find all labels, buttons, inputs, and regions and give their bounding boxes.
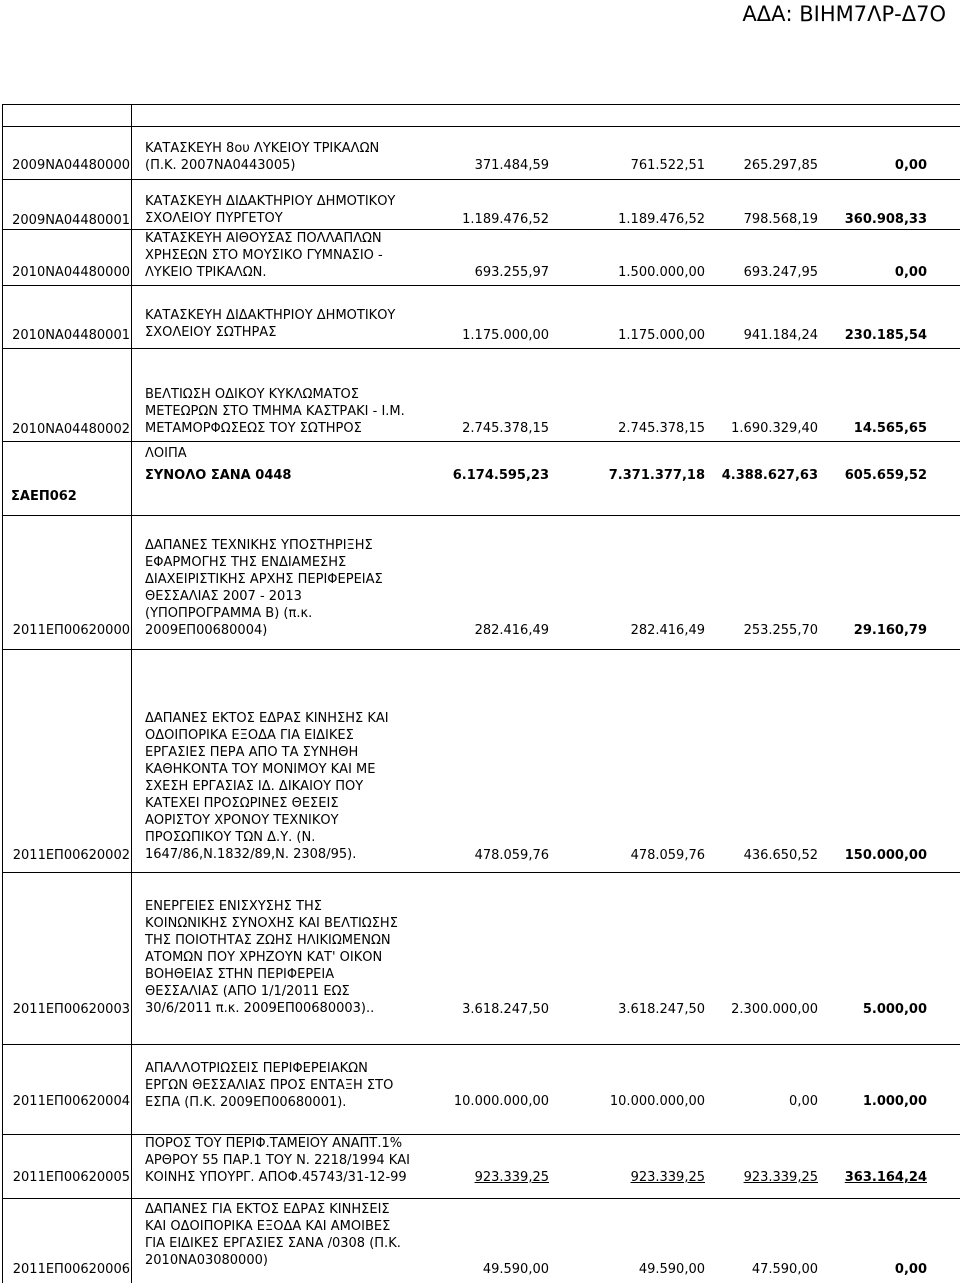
row-divider <box>3 1044 960 1045</box>
amount-1: 693.255,97 <box>474 265 549 280</box>
amount-3: 923.339,25 <box>743 1170 818 1185</box>
amount-1: 1.175.000,00 <box>462 328 549 343</box>
amount-4: 14.565,65 <box>853 421 927 436</box>
project-description: ΑΠΑΛΛΟΤΡΙΩΣΕΙΣ ΠΕΡΙΦΕΡΕΙΑΚΩΝ ΕΡΓΩΝ ΘΕΣΣΑΛΙΑΣ ΠΡΟΣ ΕΝΤΑΞΗ ΣΤΟ ΕΣΠΑ (Π.Κ. 2009ΕΠ00680001). <box>145 1061 394 1110</box>
project-description: ΔΑΠΑΝΕΣ ΤΕΧΝΙΚΗΣ ΥΠΟΣΤΗΡΙΞΗΣ ΕΦΑΡΜΟΓΗΣ ΤΗΣ ΕΝΔΙΑΜΕΣΗΣ ΔΙΑΧΕΙΡΙΣΤΙΚΗΣ ΑΡΧΗΣ ΠΕΡΙΦΕΡΕΙΑΣ ΘΕΣΣΑΛΙΑΣ 2007 - 2013 (ΥΠΟΠΡΟΓΡΑΜΜΑ Β) (π.κ. 2009ΕΠ00680004) <box>145 538 383 638</box>
amount-4: 0,00 <box>894 265 927 280</box>
amount-1: 371.484,59 <box>474 158 549 173</box>
project-description: ΚΑΤΑΣΚΕΥΗ 8ου ΛΥΚΕΙΟΥ ΤΡΙΚΑΛΩΝ (Π.Κ. 2007ΝΑ0443005) <box>145 141 380 173</box>
amount-3: 693.247,95 <box>743 265 818 280</box>
project-description: ΚΑΤΑΣΚΕΥΗ ΑΙΘΟΥΣΑΣ ΠΟΛΛΑΠΛΩΝ ΧΡΗΣΕΩΝ ΣΤΟ ΜΟΥΣΙΚΟ ΓΥΜΝΑΣΙΟ - ΛΥΚΕΙΟ ΤΡΙΚΑΛΩΝ. <box>145 231 383 280</box>
amount-2: 282.416,49 <box>630 623 705 638</box>
amount-4: 29.160,79 <box>853 623 927 638</box>
project-code: 2010ΝΑ04480001 <box>12 328 130 343</box>
amount-4: 360.908,33 <box>844 212 927 227</box>
amount-1: 2.745.378,15 <box>462 421 549 436</box>
amount-2: 1.500.000,00 <box>618 265 705 280</box>
row-divider <box>3 1198 960 1199</box>
amount-3: 1.690.329,40 <box>731 421 818 436</box>
amount-3: 2.300.000,00 <box>731 1002 818 1017</box>
amount-3: 941.184,24 <box>743 328 818 343</box>
section-code: ΣΑΕΠ062 <box>11 489 77 504</box>
total-amount-2: 7.371.377,18 <box>608 468 705 483</box>
total-amount-1: 6.174.595,23 <box>452 468 549 483</box>
project-code: 2009ΝΑ04480000 <box>12 158 130 173</box>
row-divider <box>3 872 960 873</box>
row-divider <box>3 179 960 180</box>
row-divider <box>3 649 960 650</box>
amount-3: 436.650,52 <box>743 848 818 863</box>
ada-header: ΑΔΑ: ΒΙΗΜ7ΛΡ-Δ7Ο <box>742 2 946 26</box>
project-code: 2011ΕΠ00620003 <box>12 1002 130 1017</box>
amount-4: 363.164,24 <box>844 1170 927 1185</box>
project-description: ΔΑΠΑΝΕΣ ΕΚΤΟΣ ΕΔΡΑΣ ΚΙΝΗΣΗΣ ΚΑΙ ΟΔΟΙΠΟΡΙΚΑ ΕΞΟΔΑ ΓΙΑ ΕΙΔΙΚΕΣ ΕΡΓΑΣΙΕΣ ΠΕΡΑ ΑΠΟ ΤΑ ΣΥΝΗΘΗ ΚΑΘΗΚΟΝΤΑ ΤΟΥ ΜΟΝΙΜΟΥ ΚΑΙ ΜΕ ΣΧΕΣΗ ΕΡΓΑΣΙΑΣ ΙΔ. ΔΙΚΑΙΟΥ ΠΟΥ ΚΑΤΕΧΕΙ ΠΡΟΣΩΡΙΝΕΣ ΘΕΣΕΙΣ ΑΟΡΙΣΤΟΥ ΧΡΟΝΟΥ ΤΕΧΝΙΚΟΥ ΠΡΟΣΩΠΙΚΟΥ ΤΩΝ Δ.Υ. (Ν. 1647/86,Ν.1832/89,Ν. 2308/95). <box>145 711 389 862</box>
project-code: 2010ΝΑ04480002 <box>12 422 130 437</box>
total-amount-3: 4.388.627,63 <box>721 468 818 483</box>
amount-1: 1.189.476,52 <box>462 212 549 227</box>
project-code: 2011ΕΠ00620005 <box>12 1170 130 1185</box>
total-label: ΣΥΝΟΛΟ ΣΑΝΑ 0448 <box>145 468 292 483</box>
row-divider <box>3 515 960 516</box>
amount-2: 1.175.000,00 <box>618 328 705 343</box>
other-label: ΛΟΙΠΑ <box>145 446 187 461</box>
amount-2: 1.189.476,52 <box>618 212 705 227</box>
column-divider <box>131 105 132 1283</box>
amount-1: 282.416,49 <box>474 623 549 638</box>
project-code: 2011ΕΠ00620002 <box>12 848 130 863</box>
project-code: 2011ΕΠ00620006 <box>12 1262 130 1277</box>
project-description: ΚΑΤΑΣΚΕΥΗ ΔΙΔΑΚΤΗΡΙΟΥ ΔΗΜΟΤΙΚΟΥ ΣΧΟΛΕΙΟΥ ΣΩΤΗΡΑΣ <box>145 308 396 340</box>
amount-1: 478.059,76 <box>474 848 549 863</box>
amount-3: 265.297,85 <box>743 158 818 173</box>
project-description: ΚΑΤΑΣΚΕΥΗ ΔΙΔΑΚΤΗΡΙΟΥ ΔΗΜΟΤΙΚΟΥ ΣΧΟΛΕΙΟΥ ΠΥΡΓΕΤΟΥ <box>145 194 396 226</box>
project-description: ΕΝΕΡΓΕΙΕΣ ΕΝΙΣΧΥΣΗΣ ΤΗΣ ΚΟΙΝΩΝΙΚΗΣ ΣΥΝΟΧΗΣ ΚΑΙ ΒΕΛΤΙΩΣΗΣ ΤΗΣ ΠΟΙΟΤΗΤΑΣ ΖΩΗΣ ΗΛΙΚΙΩΜΕΝΩΝ ΑΤΟΜΩΝ ΠΟΥ ΧΡΗΖΟΥΝ ΚΑΤ' ΟΙΚΟΝ ΒΟΗΘΕΙΑΣ ΣΤΗΝ ΠΕΡΙΦΕΡΕΙΑ ΘΕΣΣΑΛΙΑΣ (ΑΠΟ 1/1/2011 ΕΩΣ 30/6/2011 π.κ. 2009ΕΠ00680003).. <box>145 899 398 1016</box>
amount-4: 150.000,00 <box>844 848 927 863</box>
row-divider <box>3 285 960 286</box>
amount-4: 1.000,00 <box>862 1094 927 1109</box>
project-description: ΒΕΛΤΙΩΣΗ ΟΔΙΚΟΥ ΚΥΚΛΩΜΑΤΟΣ ΜΕΤΕΩΡΩΝ ΣΤΟ ΤΜΗΜΑ ΚΑΣΤΡΑΚΙ - Ι.Μ. ΜΕΤΑΜΟΡΦΩΣΕΩΣ ΤΟΥ ΣΩΤΗΡΟΣ <box>145 387 405 436</box>
total-amount-4: 605.659,52 <box>844 468 927 483</box>
project-code: 2011ΕΠ00620000 <box>12 623 130 638</box>
project-code: 2009ΝΑ04480001 <box>12 213 130 228</box>
amount-3: 0,00 <box>789 1094 818 1109</box>
amount-2: 3.618.247,50 <box>618 1002 705 1017</box>
amount-2: 761.522,51 <box>630 158 705 173</box>
amount-3: 798.568,19 <box>743 212 818 227</box>
amount-4: 0,00 <box>894 1262 927 1277</box>
project-code: 2010ΝΑ04480000 <box>12 265 130 280</box>
amount-1: 923.339,25 <box>474 1170 549 1185</box>
amount-1: 49.590,00 <box>482 1262 549 1277</box>
amount-1: 10.000.000,00 <box>453 1094 549 1109</box>
amount-2: 10.000.000,00 <box>609 1094 705 1109</box>
amount-4: 0,00 <box>894 158 927 173</box>
amount-3: 47.590,00 <box>751 1262 818 1277</box>
amount-2: 478.059,76 <box>630 848 705 863</box>
amount-1: 3.618.247,50 <box>462 1002 549 1017</box>
amount-2: 923.339,25 <box>630 1170 705 1185</box>
row-divider <box>3 348 960 349</box>
row-divider <box>3 126 960 127</box>
project-description: ΠΟΡΟΣ ΤΟΥ ΠΕΡΙΦ.ΤΑΜΕΙΟΥ ΑΝΑΠΤ.1% ΑΡΘΡΟΥ 55 ΠΑΡ.1 ΤΟΥ Ν. 2218/1994 ΚΑΙ ΚΟΙΝΗΣ ΥΠΟΥΡΓ. ΑΠΟΦ.45743/31-12-99 <box>145 1136 410 1185</box>
amount-3: 253.255,70 <box>743 623 818 638</box>
budget-table <box>2 104 960 1283</box>
amount-2: 2.745.378,15 <box>618 421 705 436</box>
row-divider <box>3 441 960 442</box>
amount-4: 5.000,00 <box>862 1002 927 1017</box>
project-code: 2011ΕΠ00620004 <box>12 1094 130 1109</box>
amount-4: 230.185,54 <box>844 328 927 343</box>
project-description: ΔΑΠΑΝΕΣ ΓΙΑ ΕΚΤΟΣ ΕΔΡΑΣ ΚΙΝΗΣΕΙΣ ΚΑΙ ΟΔΟΙΠΟΡΙΚΑ ΕΞΟΔΑ ΚΑΙ ΑΜΟΙΒΕΣ ΓΙΑ ΕΙΔΙΚΕΣ ΕΡΓΑΣΙΕΣ ΣΑΝΑ /0308 (Π.Κ. 2010ΝΑ03080000) <box>145 1202 401 1268</box>
amount-2: 49.590,00 <box>638 1262 705 1277</box>
